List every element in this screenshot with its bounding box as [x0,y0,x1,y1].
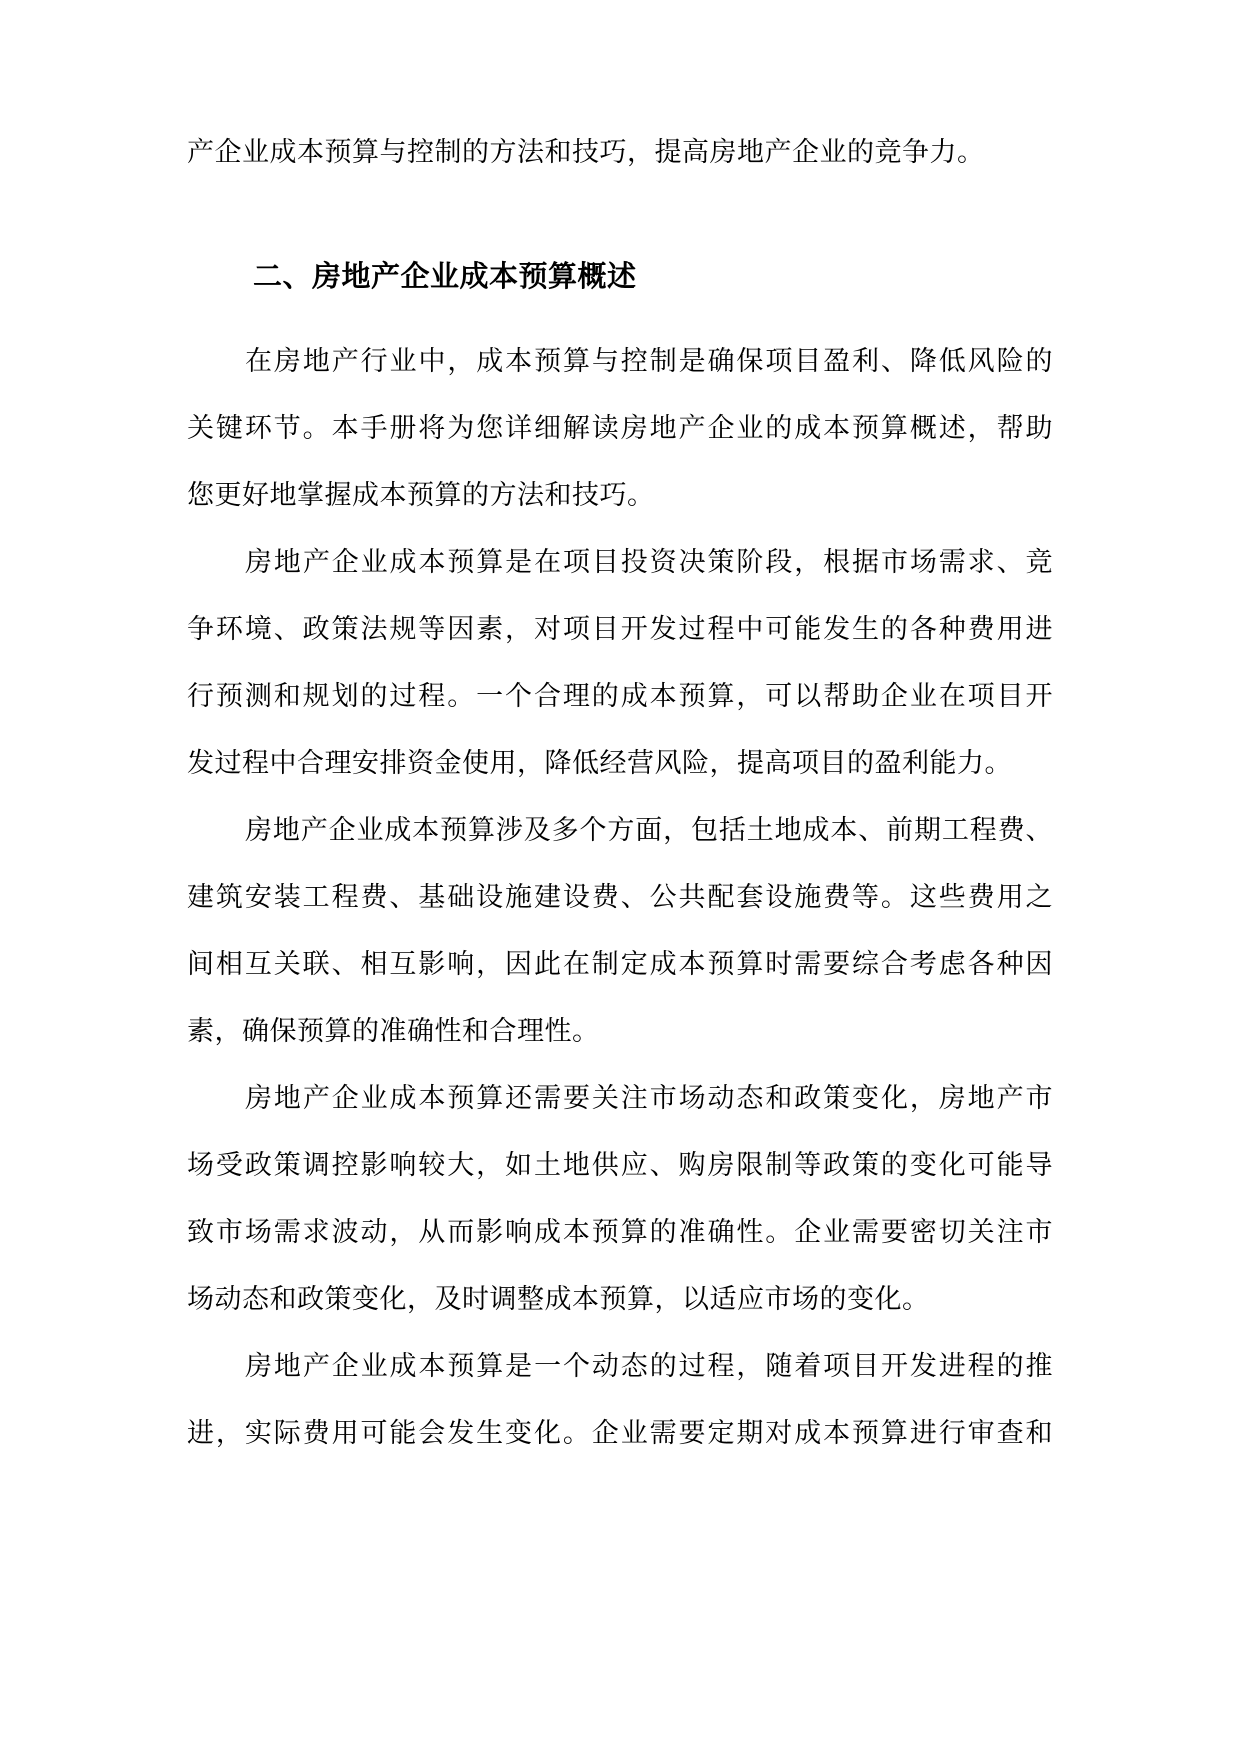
paragraph-line: 素，确保预算的准确性和合理性。 [187,1016,600,1047]
paragraph-line: 进，实际费用可能会发生变化。企业需要定期对成本预算进行审查和 [187,1418,1053,1449]
paragraph-line: 房地产企业成本预算涉及多个方面，包括土地成本、前期工程费、 [245,815,1053,846]
paragraph-line: 场受政策调控影响较大，如土地供应、购房限制等政策的变化可能导 [187,1150,1053,1181]
paragraph-line: 间相互关联、相互影响，因此在制定成本预算时需要综合考虑各种因 [187,949,1053,980]
paragraph-line: 关键环节。本手册将为您详细解读房地产企业的成本预算概述，帮助 [187,413,1053,444]
paragraph-line: 您更好地掌握成本预算的方法和技巧。 [187,480,655,511]
paragraph-line: 建筑安装工程费、基础设施建设费、公共配套设施费等。这些费用之 [187,882,1053,913]
paragraph-line: 在房地产行业中，成本预算与控制是确保项目盈利、降低风险的 [245,346,1053,377]
paragraph-line: 房地产企业成本预算是一个动态的过程，随着项目开发进程的推 [245,1351,1053,1382]
paragraph-line: 房地产企业成本预算还需要关注市场动态和政策变化，房地产市 [245,1083,1053,1114]
paragraph-line: 房地产企业成本预算是在项目投资决策阶段，根据市场需求、竞 [245,547,1053,578]
paragraph-line: 争环境、政策法规等因素，对项目开发过程中可能发生的各种费用进 [187,614,1053,645]
section-heading: 二、房地产企业成本预算概述 [253,259,637,293]
paragraph-line: 场动态和政策变化，及时调整成本预算，以适应市场的变化。 [187,1284,930,1315]
paragraph-line: 致市场需求波动，从而影响成本预算的准确性。企业需要密切关注市 [187,1217,1053,1248]
paragraph-line: 行预测和规划的过程。一个合理的成本预算，可以帮助企业在项目开 [187,681,1053,712]
paragraph-line: 发过程中合理安排资金使用，降低经营风险，提高项目的盈利能力。 [187,748,1012,779]
intro-line: 产企业成本预算与控制的方法和技巧，提高房地产企业的竞争力。 [187,137,985,168]
